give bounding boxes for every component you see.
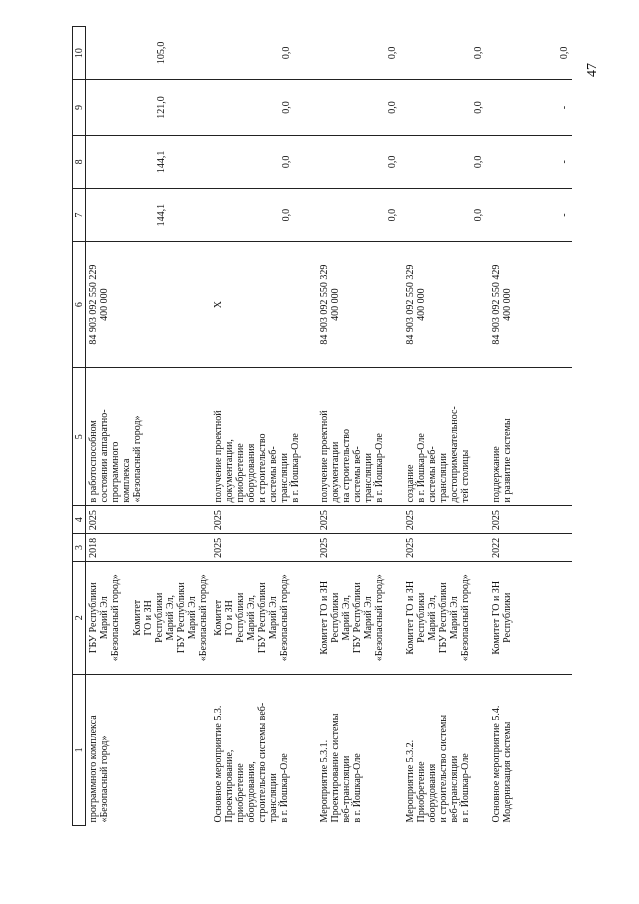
cell-text: -: [559, 213, 570, 217]
column-header: 3: [73, 534, 86, 562]
column-header: 6: [73, 242, 86, 368]
cell-text-line: Проектирование,: [224, 749, 235, 823]
cell-text-line: создание: [405, 464, 416, 503]
table-cell-c8: [211, 135, 317, 188]
header-row: [73, 27, 86, 826]
table-cell-c3: [317, 534, 403, 562]
table-cell-c2: [211, 561, 317, 674]
cell-text-line: Мероприятие 5.3.2.: [405, 739, 416, 823]
cell-text-line: и строительство: [257, 433, 268, 503]
table-cell-c9: [317, 80, 403, 135]
cell-text-line: 400 000: [502, 288, 513, 321]
cell-text-line: системы веб-: [352, 446, 363, 503]
cell-text-line: достопримечательнос-: [449, 406, 460, 503]
cell-text: 2025: [213, 537, 224, 558]
cell-text: 0,0: [387, 46, 398, 60]
table-cell-c4: [317, 506, 403, 534]
cell-text-line: веб-трансляции: [449, 755, 460, 823]
cell-text-line: в г. Йошкар-Оле: [416, 433, 427, 503]
table-cell-c1: [489, 674, 572, 825]
cell-text-line: Республики: [330, 592, 341, 643]
cell-text: 2022: [491, 537, 502, 558]
cell-text-line: Мероприятие 5.3.1.: [319, 739, 330, 823]
cell-text-line: Комитет ГО и ЗН: [319, 580, 330, 655]
table-cell-c2: [403, 561, 489, 674]
table-cell-c4: [211, 506, 317, 534]
cell-text: 2025: [405, 510, 416, 531]
cell-text-line: [121, 565, 132, 671]
column-header: 5: [73, 367, 86, 505]
cell-text-line: Марий Эл,: [341, 595, 352, 641]
cell-text-line: Комитет: [132, 599, 143, 636]
cell-text-line: «Безопасный город»: [460, 574, 471, 662]
table-cell-c3: [489, 534, 572, 562]
table-cell-c1: [317, 674, 403, 825]
table-cell-c7: [86, 188, 212, 241]
cell-text-line: Марий Эл: [268, 596, 279, 640]
cell-text: 0,0: [281, 155, 292, 169]
cell-text: 0,0: [559, 46, 570, 60]
cell-text-line: трансляции: [268, 773, 279, 823]
table-cell-c1: [211, 674, 317, 825]
cell-text-line: Основное мероприятие 5.4.: [491, 705, 502, 823]
table-cell-c2: [489, 561, 572, 674]
table-cell-c8: [317, 135, 403, 188]
table-cell-c7: [211, 188, 317, 241]
cell-text: 2025: [88, 510, 99, 531]
cell-text: 2025: [319, 537, 330, 558]
cell-text-line: «Безопасный город»: [99, 735, 110, 823]
table-cell-c8: [489, 135, 572, 188]
cell-text-line: Основное мероприятие 5.3.: [213, 705, 224, 823]
table-cell-c5: [489, 367, 572, 505]
cell-text-line: 400 000: [330, 288, 341, 321]
table-cell-c4: [86, 506, 212, 534]
cell-text-line: Модернизация системы: [502, 721, 513, 823]
cell-text: 2025: [213, 510, 224, 531]
cell-text-line: ГБУ Республики: [88, 582, 99, 654]
table-cell-c2: [86, 561, 212, 674]
table-cell-c3: [211, 534, 317, 562]
cell-text-line: 400 000: [416, 288, 427, 321]
cell-text-line: 84 903 092 550 329: [405, 264, 416, 345]
cell-text: 0,0: [387, 155, 398, 169]
table-cell-c7: [489, 188, 572, 241]
cell-text-line: «Безопасный город»: [132, 415, 143, 503]
cell-text: 105,0: [156, 41, 167, 65]
cell-text: 0,0: [281, 208, 292, 222]
cell-text: 0,0: [387, 208, 398, 222]
cell-text: 144,1: [156, 150, 167, 174]
cell-text-line: ГБУ Республики: [257, 582, 268, 654]
column-header: 7: [73, 188, 86, 241]
cell-text-line: трансляции: [363, 453, 374, 503]
cell-text: 2025: [319, 510, 330, 531]
table-row: [489, 27, 572, 826]
cell-text-line: Марий Эл,: [165, 595, 176, 641]
column-header: 1: [73, 674, 86, 825]
cell-text: -: [559, 160, 570, 164]
table-cell-c2: [317, 561, 403, 674]
cell-text-line: Комитет: [213, 599, 224, 636]
cell-text-line: оборудования: [246, 443, 257, 503]
cell-text-line: программного: [110, 441, 121, 503]
table-cell-c6: [211, 242, 317, 368]
table-cell-c3: [86, 534, 212, 562]
cell-text-line: системы веб-: [427, 446, 438, 503]
cell-text-line: Республики: [416, 592, 427, 643]
table-cell-c6: [403, 242, 489, 368]
cell-text-line: в г. Йошкар-Оле: [279, 753, 290, 823]
cell-text-line: X: [213, 300, 224, 309]
table-cell-c1: [86, 674, 212, 825]
cell-text-line: оборудования: [427, 763, 438, 823]
column-header: 9: [73, 80, 86, 135]
table-cell-c8: [403, 135, 489, 188]
cell-text: 0,0: [281, 101, 292, 114]
table-cell-c9: [211, 80, 317, 135]
cell-text: -: [559, 105, 570, 110]
table-cell-c7: [317, 188, 403, 241]
cell-text-line: документации: [330, 441, 341, 503]
table-cell-c10: [403, 27, 489, 80]
cell-text-line: в г. Йошкар-Оле: [374, 433, 385, 503]
cell-text-line: в г. Йошкар-Оле: [352, 753, 363, 823]
table-cell-c6: [489, 242, 572, 368]
cell-text-line: системы веб-: [268, 446, 279, 503]
cell-text-line: ГБУ Республики: [438, 582, 449, 654]
cell-text-line: веб-трансляции: [341, 755, 352, 823]
cell-text-line: «Безопасный город»: [374, 574, 385, 662]
table-cell-c10: [86, 27, 212, 80]
cell-text-line: комплекса: [121, 458, 132, 503]
cell-text-line: «Безопасный город»: [198, 574, 209, 662]
table-cell-c5: [403, 367, 489, 505]
table-cell-c7: [403, 188, 489, 241]
table-cell-c6: [86, 242, 212, 368]
cell-text-line: ГБУ Республики: [176, 582, 187, 654]
cell-text-line: Комитет ГО и ЗН: [491, 580, 502, 655]
table-cell-c4: [489, 506, 572, 534]
cell-text-line: ГО и ЗН: [224, 600, 235, 636]
cell-text-line: Марий Эл,: [246, 595, 257, 641]
cell-text: 0,0: [473, 208, 484, 222]
cell-text: 0,0: [473, 46, 484, 60]
cell-text-line: ГО и ЗН: [143, 600, 154, 636]
cell-text-line: приобретение: [235, 763, 246, 823]
cell-text-line: 84 903 092 550 429: [491, 264, 502, 345]
cell-text: 0,0: [281, 46, 292, 60]
table-cell-c9: [489, 80, 572, 135]
table-cell-c9: [86, 80, 212, 135]
cell-text-line: программного комплекса: [88, 715, 99, 823]
cell-text-line: получение проектной: [319, 410, 330, 503]
column-header: 10: [73, 27, 86, 80]
table-cell-c5: [211, 367, 317, 505]
cell-text-line: в г. Йошкар-Оле: [290, 433, 301, 503]
table-cell-c10: [489, 27, 572, 80]
table-cell-c5: [317, 367, 403, 505]
cell-text-line: Марий Эл: [449, 596, 460, 640]
table-row: [211, 27, 317, 826]
table-cell-c6: [317, 242, 403, 368]
table-cell-c1: [403, 674, 489, 825]
cell-text-line: 84 903 092 550 329: [319, 264, 330, 345]
cell-text-line: Республики: [502, 592, 513, 643]
cell-text-line: состоянии аппаратно-: [99, 409, 110, 503]
cell-text-line: и строительство системы: [438, 714, 449, 823]
rotated-table-sheet: [72, 26, 586, 826]
table-row: [403, 27, 489, 826]
cell-text: 2025: [405, 537, 416, 558]
cell-text: 0,0: [473, 155, 484, 169]
cell-text: 0,0: [473, 101, 484, 114]
cell-text-line: в г. Йошкар-Оле: [460, 753, 471, 823]
cell-text-line: Марий Эл: [187, 596, 198, 640]
table-cell-c9: [403, 80, 489, 135]
table-cell-c4: [403, 506, 489, 534]
cell-text-line: Марий Эл: [363, 596, 374, 640]
cell-text-line: Приобретение: [416, 761, 427, 823]
cell-text-line: на строительство: [341, 429, 352, 503]
cell-text: 121,0: [156, 96, 167, 119]
table-cell-c10: [317, 27, 403, 80]
table-row: [317, 27, 403, 826]
cell-text: 144,1: [156, 203, 167, 227]
table-cell-c8: [86, 135, 212, 188]
page-number: 47: [585, 63, 600, 77]
cell-text-line: «Безопасный город»: [110, 574, 121, 662]
table-cell-c5: [86, 367, 212, 505]
cell-text-line: приобретение: [235, 443, 246, 503]
column-header: 8: [73, 135, 86, 188]
cell-text-line: ГБУ Республики: [352, 582, 363, 654]
table-row: [86, 27, 212, 826]
cell-text-line: оборудования,: [246, 761, 257, 823]
cell-text: 0,0: [387, 101, 398, 114]
cell-text-line: «Безопасный город»: [279, 574, 290, 662]
cell-text-line: Проектирование системы: [330, 713, 341, 823]
cell-text-line: получение проектной: [213, 410, 224, 503]
cell-text-line: документации,: [224, 439, 235, 503]
cell-text-line: трансляции: [438, 453, 449, 503]
column-header: 2: [73, 561, 86, 674]
cell-text-line: Комитет ГО и ЗН: [405, 580, 416, 655]
cell-text-line: тей столицы: [460, 449, 471, 503]
cell-text-line: 400 000: [99, 288, 110, 321]
cell-text-line: Республики: [154, 592, 165, 643]
column-header: 4: [73, 506, 86, 534]
cell-text-line: поддержание: [491, 446, 502, 503]
table-cell-c3: [403, 534, 489, 562]
table-cell-c10: [211, 27, 317, 80]
cell-text-line: Марий Эл,: [427, 595, 438, 641]
cell-text-line: в работоспособном: [88, 420, 99, 503]
cell-text-line: Марий Эл: [99, 596, 110, 640]
cell-text: 2025: [491, 510, 502, 531]
cell-text: 2018: [88, 537, 99, 558]
cell-text-line: 84 903 092 550 229: [88, 264, 99, 345]
program-activities-table: [72, 26, 572, 826]
cell-text-line: Республики: [235, 592, 246, 643]
cell-text-line: строительство системы веб-: [257, 702, 268, 823]
cell-text-line: и развитие системы: [502, 418, 513, 503]
cell-text-line: трансляции: [279, 453, 290, 503]
